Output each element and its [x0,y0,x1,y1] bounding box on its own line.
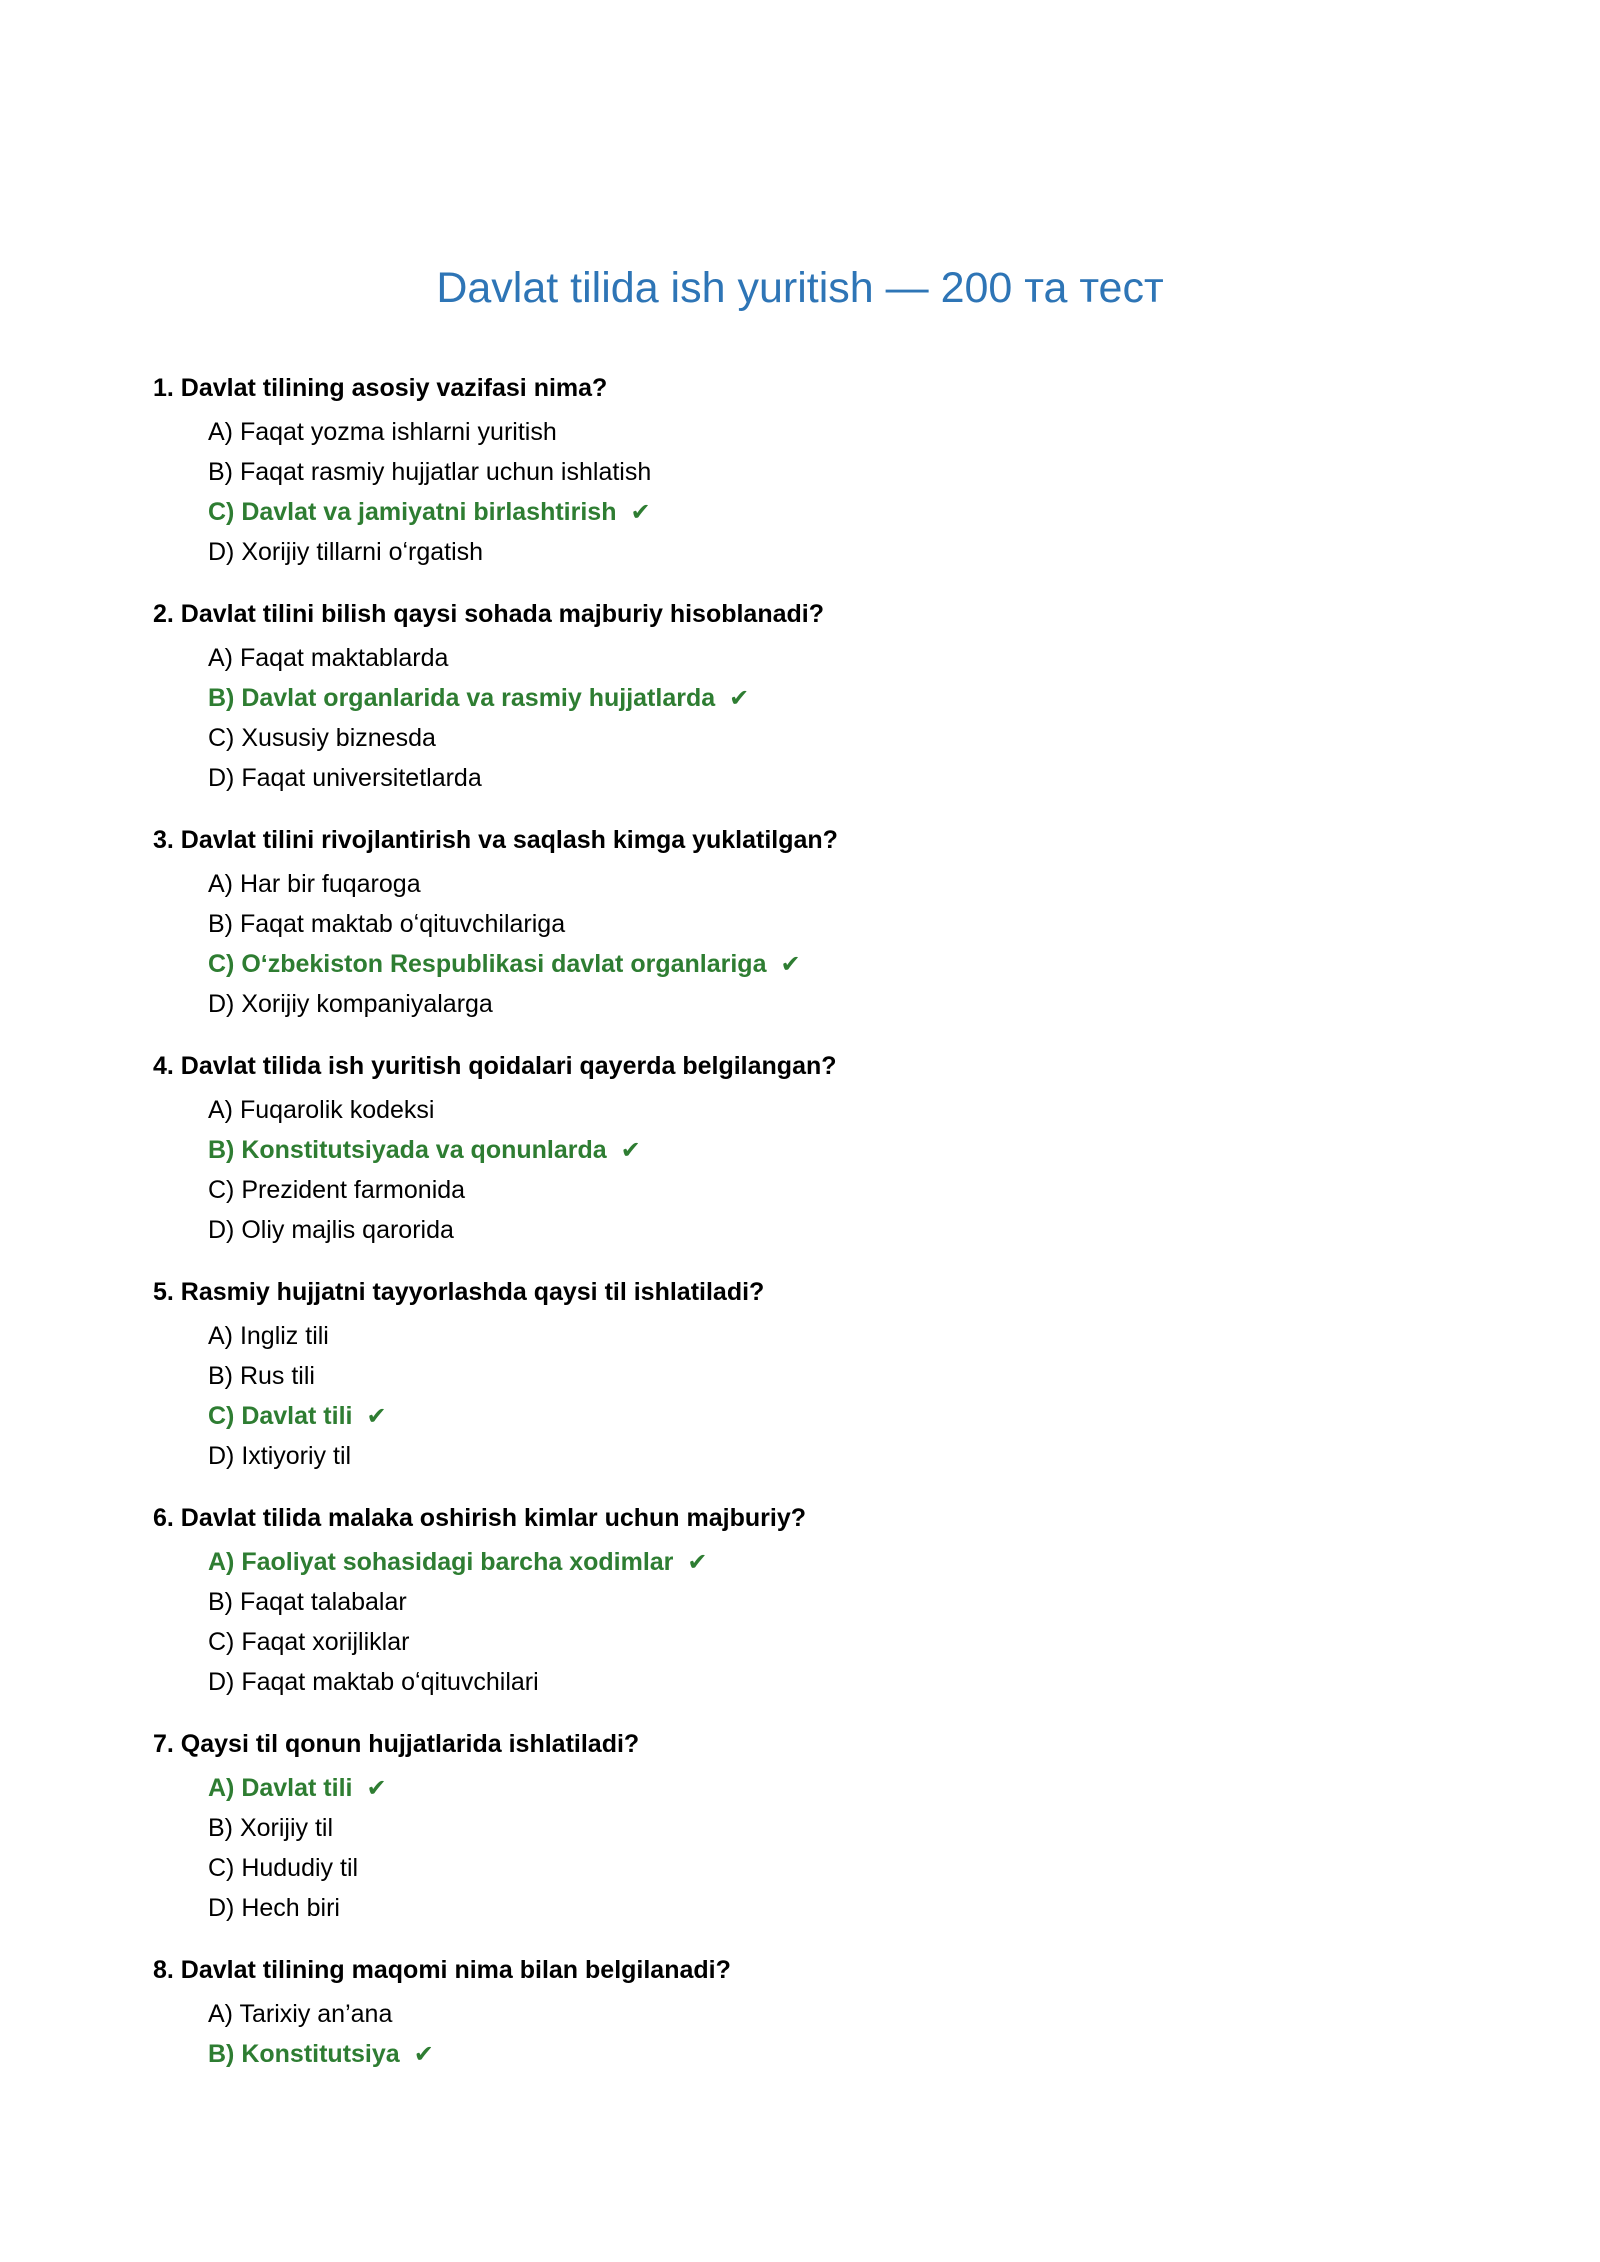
question-2 [153,598,1453,798]
question-text: 2. Davlat tilini bilish qaysi sohada majburiy hisoblanadi? [153,600,824,628]
check-icon: ✔ [366,1775,387,1802]
answer-option [208,532,1453,572]
answer-option-label: B) Faqat maktab oʻqituvchilariga [208,910,566,938]
answer-option [208,1170,1453,1210]
answer-option-label: C) Oʻzbekiston Respublikasi davlat organlariga [208,950,767,978]
question-text: 6. Davlat tilida malaka oshirish kimlar uchun majburiy? [153,1504,806,1532]
answer-option [208,412,1453,452]
answer-option-label: A) Faqat maktablarda [208,644,449,672]
answer-option-correct [208,944,1453,984]
check-icon: ✔ [630,499,651,526]
answer-option [208,1622,1453,1662]
answer-option-label: D) Oliy majlis qarorida [208,1216,454,1244]
answer-option-label: D) Ixtiyoriy til [208,1442,352,1470]
check-icon: ✔ [620,1137,641,1164]
answer-option-label: B) Xorijiy til [208,1814,334,1842]
answer-option [208,1436,1453,1476]
answer-option-label: C) Prezident farmonida [208,1176,466,1204]
answer-option-label: A) Har bir fuqaroga [208,870,421,898]
answer-option-label: A) Davlat tili [208,1774,353,1802]
question-text: 7. Qaysi til qonun hujjatlarida ishlatiladi? [153,1730,640,1758]
answer-option-correct [208,1542,1453,1582]
question-5 [153,1276,1453,1476]
answer-option-correct [208,1396,1453,1436]
question-1 [153,372,1453,572]
question-list [153,372,1453,2100]
answer-options [153,1768,1453,1928]
answer-option [208,638,1453,678]
question-6 [153,1502,1453,1702]
answer-option-correct [208,1130,1453,1170]
answer-options [153,1090,1453,1250]
question-3 [153,824,1453,1024]
answer-option-label: D) Xorijiy tillarni oʻrgatish [208,538,484,566]
answer-option-label: C) Hududiy til [208,1854,359,1882]
answer-option-label: B) Faqat talabalar [208,1588,407,1616]
answer-option-label: A) Fuqarolik kodeksi [208,1096,435,1124]
answer-option [208,984,1453,1024]
question-8 [153,1954,1453,2074]
answer-option [208,1316,1453,1356]
answer-options [153,412,1453,572]
answer-option [208,1994,1453,2034]
answer-options [153,1316,1453,1476]
check-icon: ✔ [366,1403,387,1430]
answer-option-label: D) Xorijiy kompaniyalarga [208,990,493,1018]
question-text: 5. Rasmiy hujjatni tayyorlashda qaysi til ishlatiladi? [153,1278,765,1306]
answer-option-label: C) Davlat va jamiyatni birlashtirish [208,498,617,526]
answer-option [208,1662,1453,1702]
answer-option [208,1888,1453,1928]
document-title: Davlat tilida ish yuritish — 200 та тест [436,264,1164,312]
answer-option [208,1582,1453,1622]
answer-options [153,864,1453,1024]
answer-option-correct [208,2034,1453,2074]
question-text: 1. Davlat tilining asosiy vazifasi nima? [153,374,608,402]
answer-option-correct [208,1768,1453,1808]
question-4 [153,1050,1453,1250]
question-text: 3. Davlat tilini rivojlantirish va saqlash kimga yuklatilgan? [153,826,838,854]
answer-option-label: C) Davlat tili [208,1402,353,1430]
answer-options [153,1994,1453,2074]
answer-option-label: B) Davlat organlarida va rasmiy hujjatlarda [208,684,716,712]
answer-option-label: A) Faoliyat sohasidagi barcha xodimlar [208,1548,674,1576]
answer-option-label: A) Tarixiy an’ana [208,2000,393,2028]
check-icon: ✔ [780,951,801,978]
answer-option [208,904,1453,944]
answer-option [208,1808,1453,1848]
answer-option [208,718,1453,758]
question-7 [153,1728,1453,1928]
answer-option-label: C) Xususiy biznesda [208,724,436,752]
answer-option [208,1848,1453,1888]
answer-option-label: C) Faqat xorijliklar [208,1628,410,1656]
answer-option-correct [208,492,1453,532]
answer-option [208,1090,1453,1130]
answer-option-label: D) Faqat maktab oʻqituvchilari [208,1668,539,1696]
question-text: 8. Davlat tilining maqomi nima bilan belgilanadi? [153,1956,731,1984]
check-icon: ✔ [729,685,750,712]
answer-option-label: A) Ingliz tili [208,1322,329,1350]
answer-options [153,638,1453,798]
answer-option-correct [208,678,1453,718]
answer-option-label: D) Faqat universitetlarda [208,764,482,792]
answer-option-label: B) Konstitutsiya [208,2040,400,2068]
answer-option [208,758,1453,798]
question-text: 4. Davlat tilida ish yuritish qoidalari qayerda belgilangan? [153,1052,837,1080]
answer-option [208,864,1453,904]
answer-option-label: B) Faqat rasmiy hujjatlar uchun ishlatish [208,458,652,486]
answer-option [208,452,1453,492]
check-icon: ✔ [687,1549,708,1576]
answer-option [208,1210,1453,1250]
answer-option [208,1356,1453,1396]
answer-option-label: B) Konstitutsiyada va qonunlarda [208,1136,607,1164]
answer-option-label: D) Hech biri [208,1894,340,1922]
check-icon: ✔ [413,2041,434,2068]
answer-option-label: B) Rus tili [208,1362,315,1390]
answer-options [153,1542,1453,1702]
answer-option-label: A) Faqat yozma ishlarni yuritish [208,418,557,446]
